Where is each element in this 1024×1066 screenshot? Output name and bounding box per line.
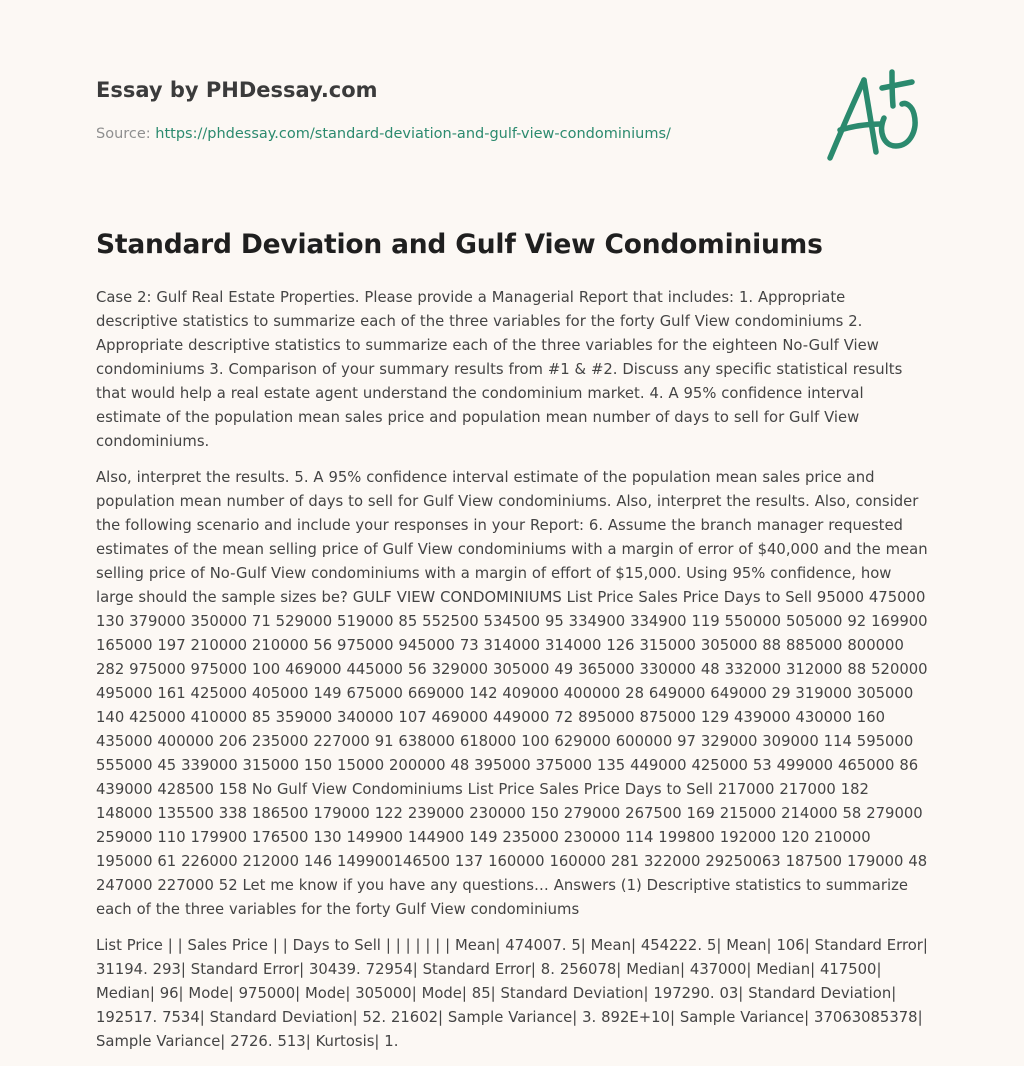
paragraph: Case 2: Gulf Real Estate Properties. Please provide a Managerial Report that includes: 1. Appropriate descriptive statistics to summarize each of the three variables for the forty Gulf View condominiums 2. Appropriate descriptive statistics to summarize each of the three variables for the eighteen No-Gulf View condominiums 3. Comparison of your summary results from #1 & #2. Discuss any specific statistical results that would help a real estate agent understand the condominium market. 4. A 95% confidence interval estimate of the population mean sales price and population mean number of days to sell for Gulf View condominiums.	[96, 289, 903, 450]
source-line	[96, 124, 816, 144]
paragraph: List Price | | Sales Price | | Days to Sell | | | | | | | Mean| 474007. 5| Mean| 454222. 5| Mean| 106| Standard Error| 31194. 293| Standard Error| 30439. 72954| Standard Error| 8. 256078| Median| 437000| Median| 417500| Median| 96| Mode| 975000| Mode| 305000| Mode| 85| Standard Deviation| 197290. 03| Standard Deviation| 192517. 7534| Standard Deviation| 52. 21602| Sample Variance| 3. 892E+10| Sample Variance| 37063085378| Sample Variance| 2726. 513| Kurtosis| 1.	[96, 937, 928, 1050]
a-plus-grade-logo-icon	[818, 66, 930, 166]
article-body	[96, 286, 930, 1066]
source-link[interactable]: https://phdessay.com/standard-deviation-and-gulf-view-condominiums/	[155, 126, 671, 142]
site-brand: Essay by PHDessay.com	[96, 78, 378, 102]
site-header	[96, 76, 816, 144]
source-label: Source:	[96, 126, 156, 142]
article-title: Standard Deviation and Gulf View Condominiums	[96, 229, 823, 260]
paragraph: Also, interpret the results. 5. A 95% confidence interval estimate of the population mean sales price and population mean number of days to sell for Gulf View condominiums. Also, interpret the results. Also, consider the following scenario and include your responses in your Report: 6. Assume the branch manager requested estimates of the mean selling price of Gulf View condominiums with a margin of error of $40,000 and the mean selling price of No-Gulf View condominiums with a margin of effort of $15,000. Using 95% confidence, how large should the sample sizes be? GULF VIEW CONDOMINIUMS List Price Sales Price Days to Sell 95000 475000 130 379000 350000 71 529000 519000 85 552500 534500 95 334900 334900 119 550000 505000 92 169900 165000 197 210000 210000 56 975000 945000 73 314000 314000 126 315000 305000 88 885000 800000 282 975000 975000 100 469000 445000 56 329000 305000 49 365000 330000 48 332000 312000 88 520000 495000 161 425000 405000 149 675000 669000 142 409000 400000 28 649000 649000 29 319000 305000 140 425000 410000 85 359000 340000 107 469000 449000 72 895000 875000 129 439000 430000 160 435000 400000 206 235000 227000 91 638000 618000 100 629000 600000 97 329000 309000 114 595000 555000 45 339000 315000 150 15000 200000 48 395000 375000 135 449000 425000 53 499000 465000 86 439000 428500 158 No Gulf View Condominiums List Price Sales Price Days to Sell 217000 217000 182 148000 135500 338 186500 179000 122 239000 230000 150 279000 267500 169 215000 214000 58 279000 259000 110 179900 176500 130 149900 144900 149 235000 230000 114 199800 192000 120 210000 195000 61 226000 212000 146 149900146500 137 160000 160000 281 322000 29250063 187500 179000 48 247000 227000 52 Let me know if you have any questions… Answers (1) Descriptive statistics to summarize each of the three variables for the forty Gulf View condominiums	[96, 469, 928, 918]
